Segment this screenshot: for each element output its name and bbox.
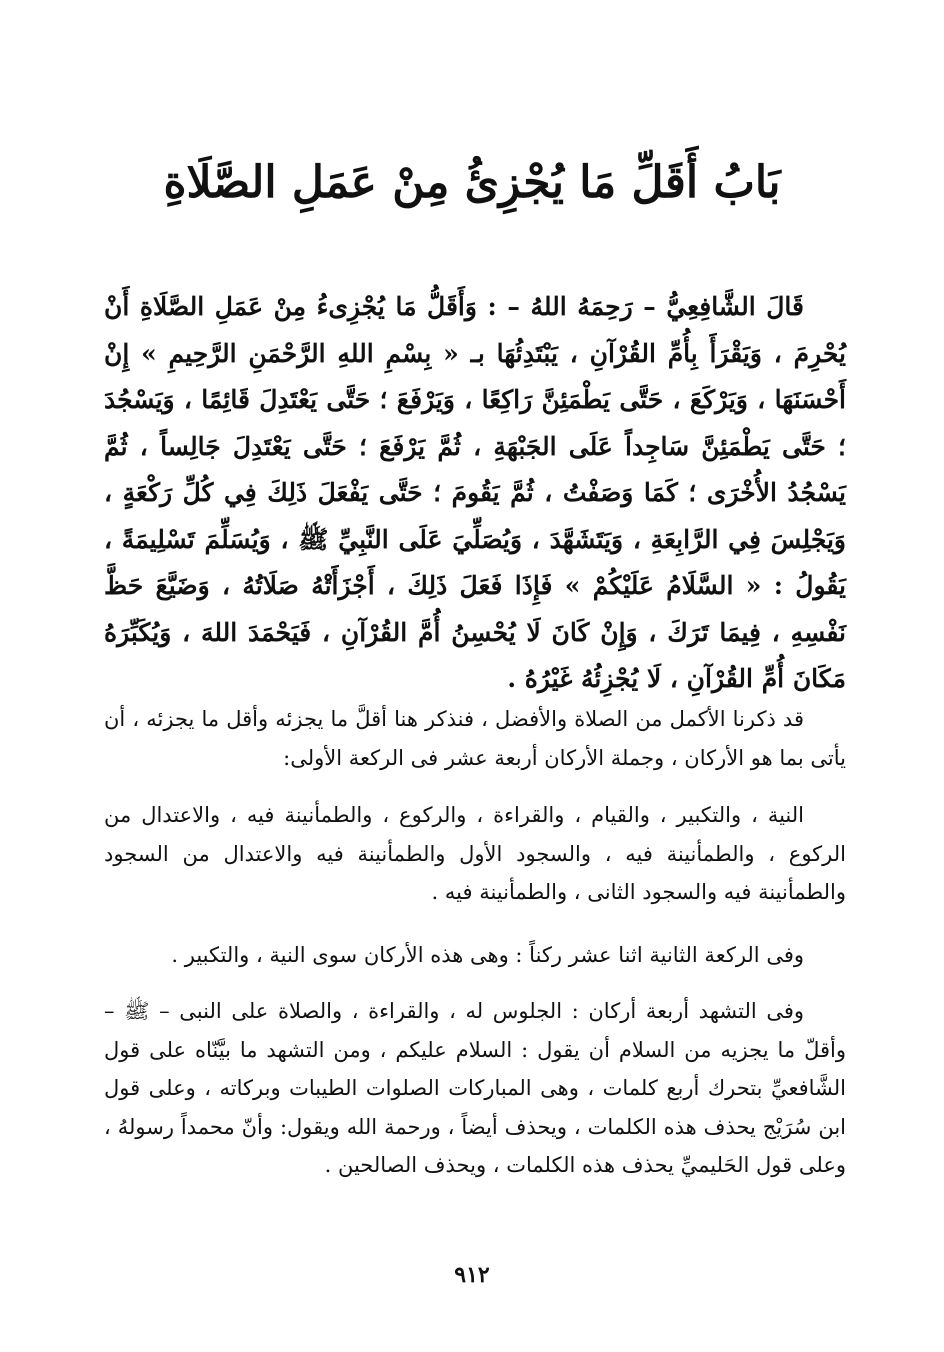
chapter-title: بَابُ أَقَلِّ مَا يُجْزِئُ مِنْ عَمَلِ الصَّلَاةِ: [163, 157, 781, 208]
first-rakah-pillars-paragraph: النية ، والتكبير ، والقيام ، والقراءة ، والركوع ، والطمأنينة فيه ، والاعتدال من الركوع ، والطمأنينة فيه ، والسجود الأول والطمأنينة فيه والاعتدال من السجود والطمأنينة فيه والسجود الثانى ، والطمأنينة فيه .: [104, 803, 846, 904]
second-rakah-paragraph: وفى الركعة الثانية اثنا عشر ركناً : وهى هذه الأركان سوى النية ، والتكبير .: [171, 943, 804, 967]
tashahhud-paragraph: وفى التشهد أربعة أركان : الجلوس له ، والقراءة ، والصلاة على النبى – ﷺ – وأقلّ ما يجزيه من السلام أن يقول : السلام عليكم ، ومن التشهد ما بيَّنّاه على قول الشَّافعيِّ بتحرك أربع كلمات ، وهى المباركات الصلوات الطيبات وبركاته ، وعلى قول ابن سُرَيْج يحذف هذه الكلمات ، ويحذف أيضاً ، ورحمة الله ويقول: وأنّ محمداً رسولهُ ، وعلى قول الحَليميِّ يحذف هذه الكلمات ، ويحذف الصالحين .: [104, 999, 846, 1177]
page-number: ٩١٢: [454, 1262, 490, 1288]
commentary-paragraph: قد ذكرنا الأكمل من الصلاة والأفضل ، فنذكر هنا أقلَّ ما يجزئه وأقل ما يجزئه ، أن يأتى بما هو الأركان ، وجملة الأركان أربعة عشر فى الركعة الأولى:: [104, 707, 846, 770]
shafii-quote: قَالَ الشَّافِعِيُّ – رَحِمَهُ اللهُ – : وَأَقَلُّ مَا يُجْزِىءُ مِنْ عَمَلِ الصَّلَاةِ أَنْ يُحْرِمَ ، وَيَقْرَأَ بِأُمِّ القُرْآنِ ، يَبْتَدِئُهَا بـ « بِسْمِ اللهِ الرَّحْمَنِ الرَّحِيمِ » إِنْ أَحْسَنَهَا ، وَيَرْكَعَ ، حَتَّى يَطْمَئِنَّ رَاكِعًا ، وَيَرْفَعَ ؛ حَتَّى يَعْتَدِلَ قَائِمًا ، وَيَسْجُدَ ؛ حَتَّى يَطْمَئِنَّ سَاجِداً عَلَى الجَبْهَةِ ، ثُمَّ يَرْفَعَ ؛ حَتَّى يَعْتَدِلَ جَالِساً ، ثُمَّ يَسْجُدُ الأُخْرَى ؛ كَمَا وَصَفْتُ ، ثُمَّ يَقُومَ ؛ حَتَّى يَفْعَلَ ذَلِكَ فِي كُلِّ رَكْعَةٍ ، وَيَجْلِسَ فِي الرَّابِعَةِ ، وَيَتَشَهَّدَ ، وَيُصَلِّيَ عَلَى النَّبِيِّ ﷺ ، وَيُسَلِّمَ تَسْلِيمَةً ، يَقُولُ : « السَّلَامُ عَلَيْكُمْ » فَإِذَا فَعَلَ ذَلِكَ ، أَجْزَأَتْهُ صَلَاتُهُ ، وَضَيَّعَ حَظَّ نَفْسِهِ ، فِيمَا تَرَكَ ، وَإِنْ كَانَ لَا يُحْسِنُ أُمَّ القُرْآنِ ، فَيَحْمَدَ اللهَ ، وَيُكَبِّرَهُ مَكَانَ أُمِّ القُرْآنِ ، لَا يُجْزِئُهُ غَيْرُهُ .: [104, 292, 846, 693]
